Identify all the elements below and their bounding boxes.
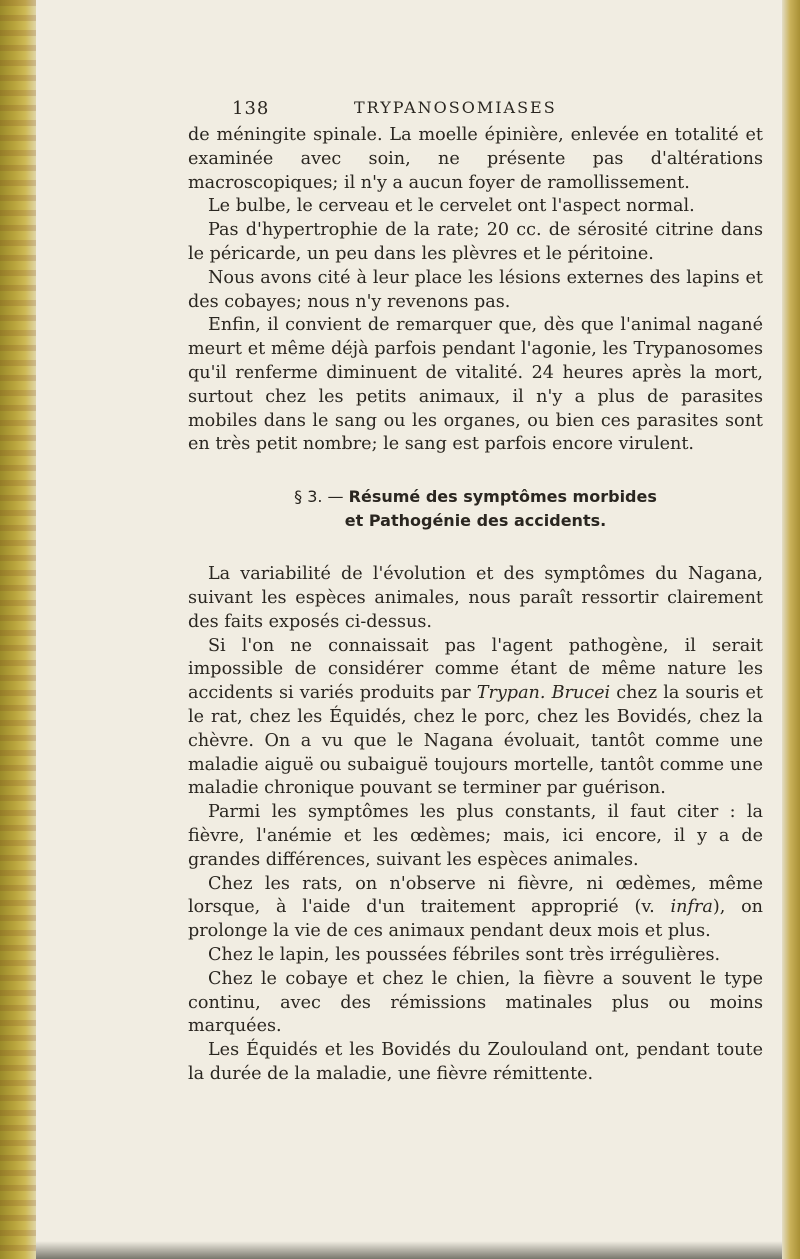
page-bottom-shadow bbox=[36, 1241, 782, 1259]
paragraph-parmi: Parmi les symptômes les plus constants, il faut citer : la fièvre, l'anémie et les œdèmes; mais, ici encore, il y a de grandes différences, suivant les espèces animales. bbox=[188, 802, 763, 870]
infra-italic: infra bbox=[670, 897, 713, 918]
paragraph-variabilite: La variabilité de l'évolution et des symptômes du Nagana, suivant les espèces animales, nous paraît ressortir clairement des faits exposés ci-dessus. bbox=[188, 564, 763, 632]
rats-text-before: Chez les rats, on n'observe ni fièvre, ni œdèmes, même lorsque, à l'aide d'un traitement approprié (v. bbox=[188, 873, 763, 918]
page-number: 138 bbox=[232, 98, 270, 119]
paragraph-enfin: Enfin, il convient de remarquer que, dès que l'animal nagané meurt et même déjà parfois pendant l'agonie, les Trypanosomes qu'il renferme diminuent de vitalité. 24 heures après la mort, surtout chez les petits animaux, il n'y a plus de parasites mobiles dans le sang ou les organes, ou bien ces parasites sont en très petit nombre; le sang est parfois encore virulent. bbox=[188, 315, 763, 455]
paragraph-cobaye: Chez le cobaye et chez le chien, la fièvre a souvent le type continu, avec des rémissions matinales plus ou moins marquées. bbox=[188, 968, 763, 1037]
section-title-line-1: Résumé des symptômes morbides bbox=[348, 487, 657, 507]
page-binding-edge bbox=[0, 0, 36, 1259]
paragraph-equides: Les Équidés et les Bovidés du Zoulouland ont, pendant toute la durée de la maladie, une fièvre rémittente. bbox=[188, 1040, 763, 1084]
running-head: TRYPANOSOMIASES bbox=[354, 98, 557, 117]
page-header bbox=[36, 98, 782, 122]
section-heading bbox=[188, 485, 763, 533]
paragraph-rate: Pas d'hypertrophie de la rate; 20 cc. de sérosité citrine dans le péricarde, un peu dans les plèvres et le péritoine. bbox=[188, 220, 763, 264]
rats-text-after: ), on prolonge la vie de ces animaux pendant deux mois et plus. bbox=[188, 897, 763, 942]
paragraph-meningite: de méningite spinale. La moelle épinière, enlevée en totalité et examinée avec soin, ne présente pas d'altérations macroscopiques; il n'y a aucun foyer de ramollissement. bbox=[188, 125, 763, 193]
agent-text-before: Si l'on ne connaissait pas l'agent pathogène, il serait impossible de considérer comme étant de même nature les accidents si variés produits par bbox=[188, 635, 763, 704]
section-heading-line-1 bbox=[188, 485, 763, 509]
paragraph-bulbe: Le bulbe, le cerveau et le cervelet ont l'aspect normal. bbox=[208, 196, 695, 217]
section-title-line-2: et Pathogénie des accidents. bbox=[344, 511, 607, 531]
paragraph-rats bbox=[188, 873, 763, 944]
body-text bbox=[188, 124, 763, 1087]
section-number: § 3. — bbox=[294, 487, 344, 507]
paragraph-lapin: Chez le lapin, les poussées fébriles sont très irrégulières. bbox=[208, 944, 721, 965]
species-name-italic: Trypan. Brucei bbox=[476, 683, 611, 704]
page-fore-edge bbox=[782, 0, 800, 1259]
paragraph-agent bbox=[188, 635, 763, 802]
agent-text-after: chez la souris et le rat, chez les Équidés, chez le porc, chez les Bovidés, chez la chèvre. On a vu que le Nagana évoluait, tantôt comme une maladie aiguë ou subaiguë toujours mortelle, tantôt comme une maladie chronique pouvant se terminer par guérison. bbox=[188, 683, 763, 799]
paragraph-lesions: Nous avons cité à leur place les lésions externes des lapins et des cobayes; nous n'y revenons pas. bbox=[188, 267, 763, 312]
